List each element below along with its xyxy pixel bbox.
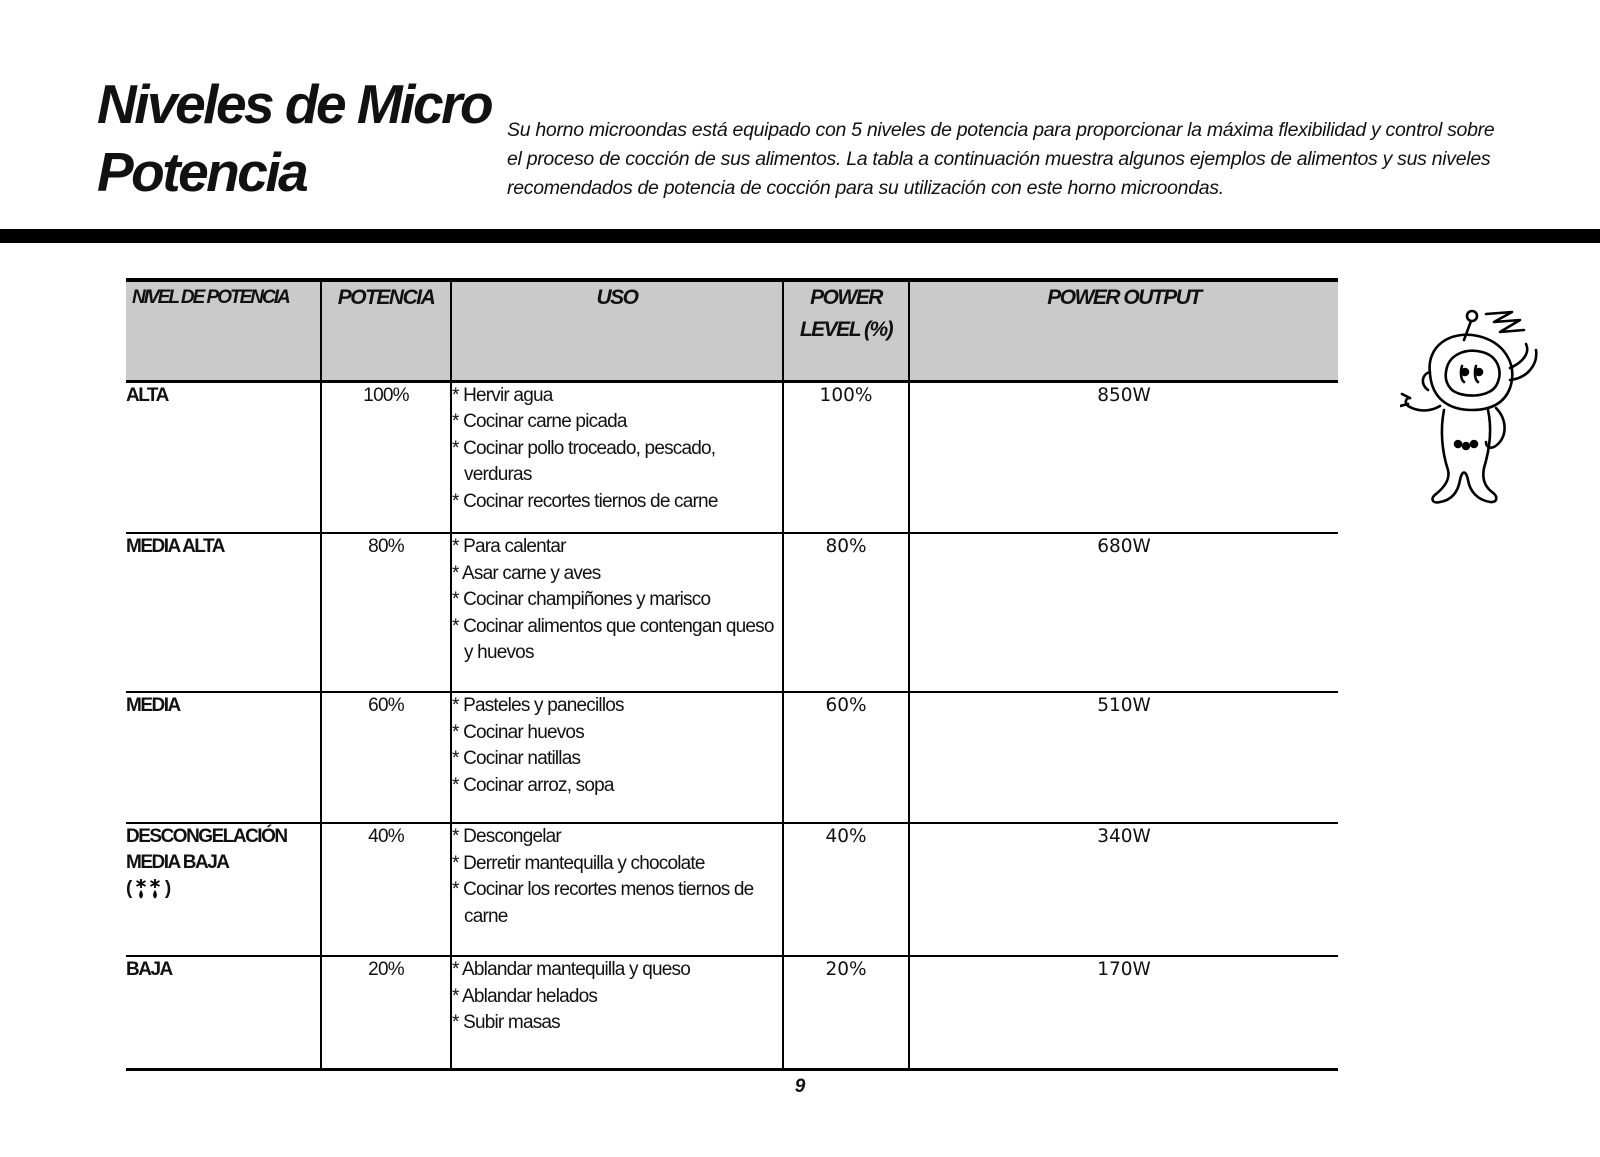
defrost-icon (131, 877, 165, 901)
row-level: ALTA (126, 381, 321, 533)
row-uses (451, 823, 783, 956)
table-row (126, 381, 1338, 533)
power-levels-table (126, 278, 1338, 1071)
use-item: * Hervir agua (452, 383, 782, 410)
row-potencia: 20% (321, 956, 451, 1069)
title-line-1: Niveles de Micro (97, 73, 492, 135)
use-item: * Cocinar champiñones y marisco (452, 587, 782, 614)
use-item: * Cocinar pollo troceado, pescado, verduras (452, 436, 782, 489)
row-level: MEDIA ALTA (126, 533, 321, 692)
row-potencia: 60% (321, 692, 451, 823)
row-uses (451, 533, 783, 692)
page-number: 9 (794, 1076, 806, 1097)
row-potencia: 80% (321, 533, 451, 692)
row-level: MEDIA (126, 692, 321, 823)
table-header-row (126, 280, 1338, 381)
use-item: * Cocinar alimentos que contengan queso y huevos (452, 614, 782, 667)
use-item: * Cocinar natillas (452, 746, 782, 773)
use-item: * Cocinar los recortes menos tiernos de carne (452, 877, 782, 930)
table-row (126, 956, 1338, 1069)
use-item: * Descongelar (452, 824, 782, 851)
row-power-output: 170W (909, 956, 1338, 1069)
row-power-level: 20% (783, 956, 909, 1069)
row-power-level: 100% (783, 381, 909, 533)
row-level: BAJA (126, 956, 321, 1069)
row-power-level: 80% (783, 533, 909, 692)
table-row (126, 823, 1338, 956)
use-item: * Ablandar mantequilla y queso (452, 957, 782, 984)
row-level (126, 823, 321, 956)
use-item: * Cocinar huevos (452, 720, 782, 747)
table-row (126, 692, 1338, 823)
header-divider (0, 229, 1600, 243)
header-uso: USO (451, 280, 783, 381)
header-power-level-line-1: POWER (810, 286, 882, 309)
page-title (97, 70, 497, 206)
row-power-output: 340W (909, 823, 1338, 956)
row-power-output: 850W (909, 381, 1338, 533)
use-item: * Para calentar (452, 534, 782, 561)
use-item: * Cocinar recortes tiernos de carne (452, 489, 782, 516)
row-power-level: 60% (783, 692, 909, 823)
row-level-line-2: MEDIA BAJA (126, 852, 229, 873)
use-item: * Cocinar arroz, sopa (452, 773, 782, 800)
use-item: * Subir masas (452, 1010, 782, 1037)
use-item: * Derretir mantequilla y chocolate (452, 851, 782, 878)
header-power-output: POWER OUTPUT (909, 280, 1338, 381)
use-item: * Ablandar helados (452, 984, 782, 1011)
row-uses (451, 956, 783, 1069)
row-uses (451, 692, 783, 823)
row-power-output: 680W (909, 533, 1338, 692)
table-row (126, 533, 1338, 692)
title-line-2: Potencia (97, 141, 307, 203)
header-potencia: POTENCIA (321, 280, 451, 381)
use-item: * Pasteles y panecillos (452, 693, 782, 720)
row-level-line-1: DESCONGELACIÓN (126, 826, 287, 847)
header-power-level (783, 280, 909, 381)
row-power-level: 40% (783, 823, 909, 956)
header-nivel-de-potencia: NIVEL DE POTENCIA (126, 280, 321, 381)
row-power-output: 510W (909, 692, 1338, 823)
mascot-character-icon (1400, 302, 1560, 517)
row-uses (451, 381, 783, 533)
row-potencia: 100% (321, 381, 451, 533)
intro-paragraph: Su horno microondas está equipado con 5 niveles de potencia para proporcionar la máxima flexibilidad y control sobre el proceso de cocción de sus alimentos. La tabla a continuación muestra algunos ejemplos de alimentos y sus niveles recomendados de potencia de cocción para su utilización con este horno microondas. (507, 119, 1495, 199)
row-potencia: 40% (321, 823, 451, 956)
use-item: * Cocinar carne picada (452, 409, 782, 436)
use-item: * Asar carne y aves (452, 561, 782, 588)
defrost-symbol: ( ) (126, 878, 170, 899)
header-power-level-line-2: LEVEL (%) (799, 318, 893, 341)
